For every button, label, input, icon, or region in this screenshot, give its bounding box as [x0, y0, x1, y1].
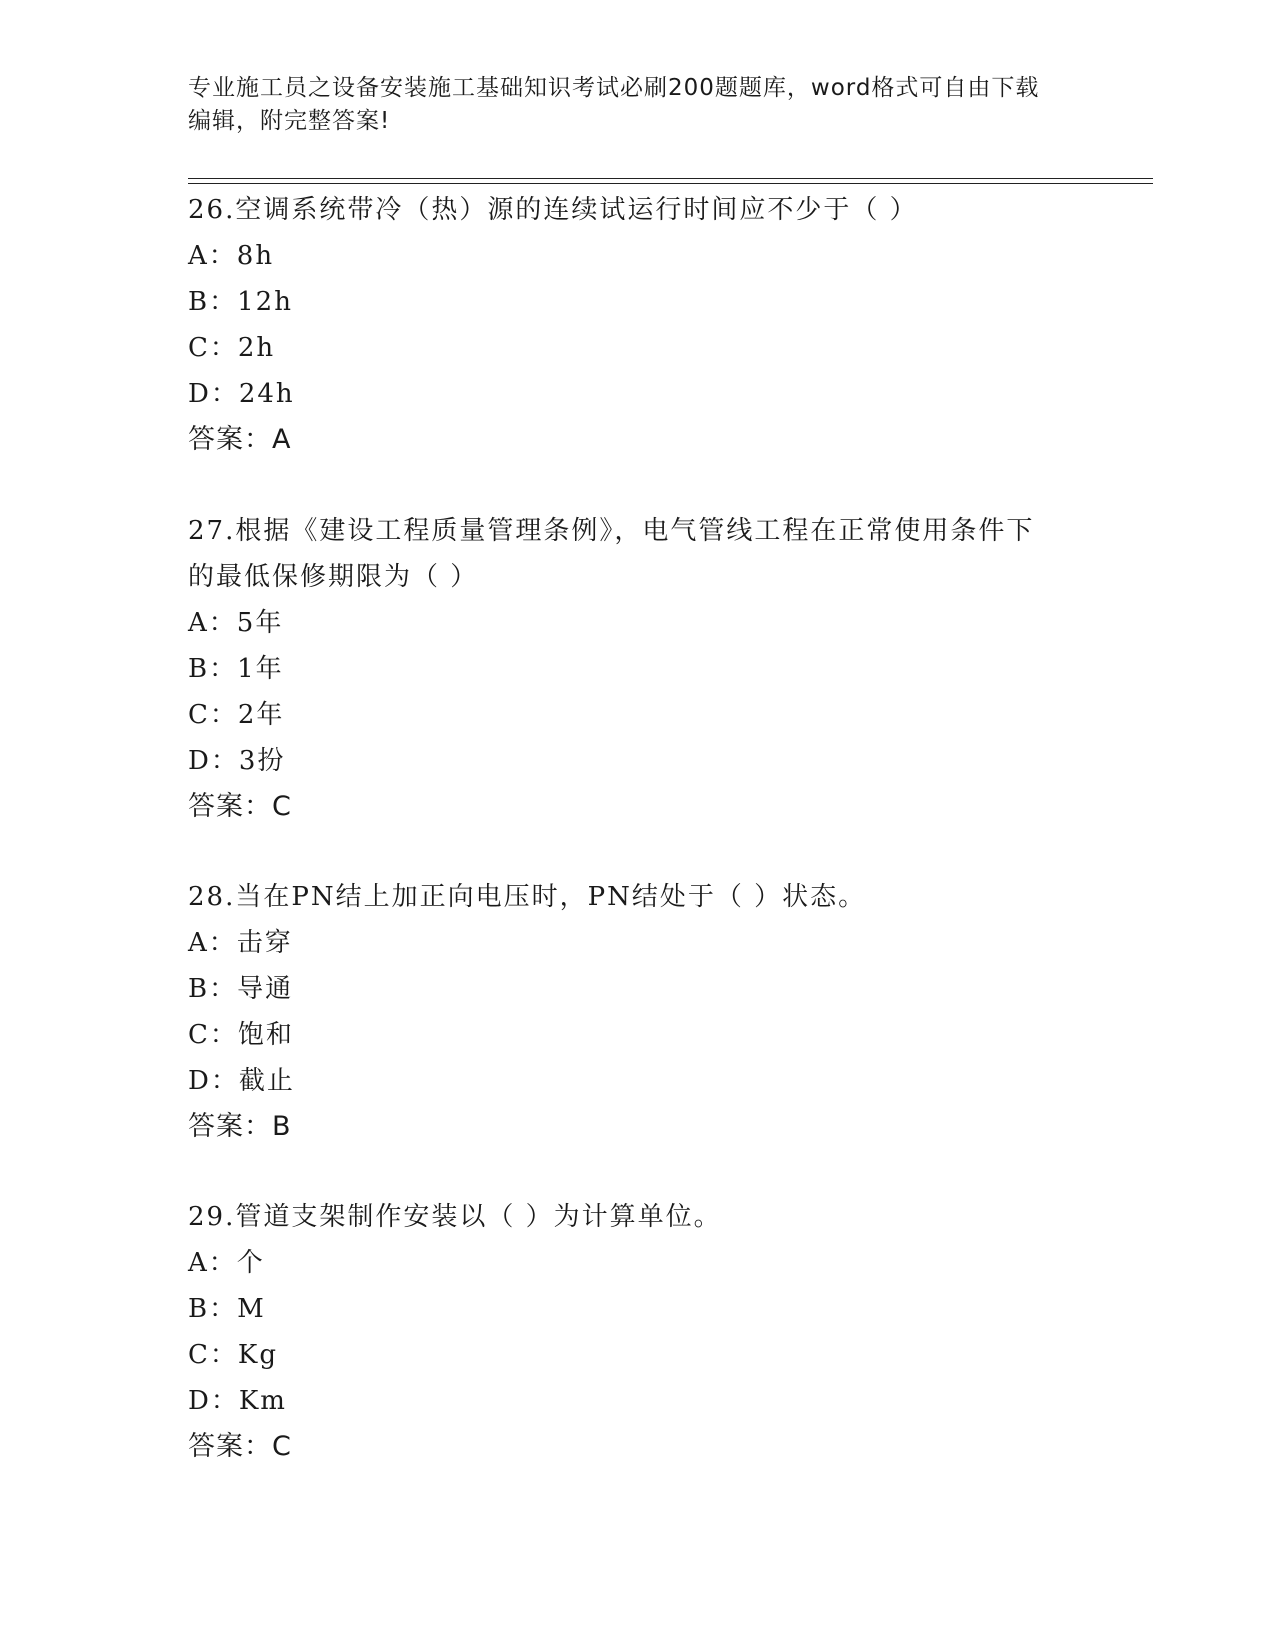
- header-line-1: 专业施工员之设备安装施工基础知识考试必刷200题题库，word格式可自由下载: [188, 75, 1040, 101]
- option-a: A：8h: [188, 241, 275, 271]
- option-c: C：饱和: [188, 1020, 294, 1050]
- question-text-continued: 的最低保修期限为（ ）: [188, 562, 479, 592]
- header-divider-bottom: [188, 183, 1153, 184]
- option-c: C：Kg: [188, 1340, 278, 1370]
- answer: 答案：C: [188, 1431, 292, 1462]
- option-d: D：3扮: [188, 746, 286, 776]
- option-c: C：2年: [188, 700, 285, 730]
- header-divider-top: [188, 178, 1153, 179]
- document-header: [188, 72, 1088, 138]
- question-text: 27.根据《建设工程质量管理条例》，电气管线工程在正常使用条件下: [188, 516, 1035, 546]
- option-d: D：截止: [188, 1066, 295, 1096]
- answer: 答案：B: [188, 1111, 292, 1142]
- answer: 答案：C: [188, 791, 292, 822]
- answer: 答案：A: [188, 424, 292, 455]
- question-text: 26.空调系统带冷（热）源的连续试运行时间应不少于（ ）: [188, 195, 918, 225]
- question-text: 29.管道支架制作安装以（ ）为计算单位。: [188, 1202, 722, 1232]
- question-text: 28.当在PN结上加正向电压时，PN结处于（ ）状态。: [188, 882, 867, 912]
- option-c: C：2h: [188, 333, 276, 363]
- option-b: B：导通: [188, 974, 294, 1004]
- option-a: A：5年: [188, 608, 284, 638]
- option-b: B：1年: [188, 654, 284, 684]
- question-29: [188, 1194, 1088, 1470]
- option-d: D：Km: [188, 1386, 287, 1416]
- option-a: A：击穿: [188, 928, 293, 958]
- header-line-2: 编辑，附完整答案!: [188, 108, 391, 134]
- option-b: B：M: [188, 1294, 266, 1324]
- question-26: [188, 187, 1088, 463]
- option-d: D：24h: [188, 379, 295, 409]
- option-b: B：12h: [188, 287, 293, 317]
- option-a: A：个: [188, 1248, 265, 1278]
- question-28: [188, 874, 1088, 1150]
- question-27: [188, 508, 1088, 830]
